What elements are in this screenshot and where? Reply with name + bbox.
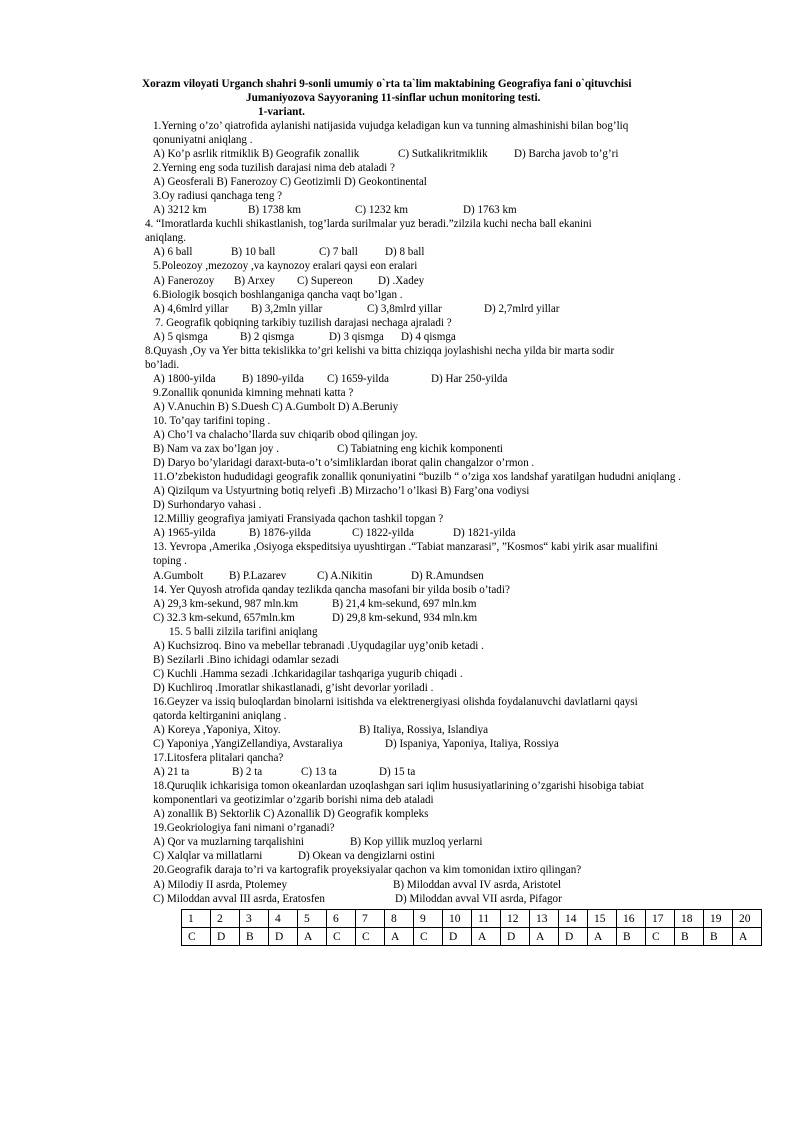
question-10-option-d: D) Daryo bo’ylaridagi daraxt-buta-o’t o’simliklardan iborat qalin changalzor o’rmon . — [153, 457, 535, 470]
option-d: D) 29,8 km-sekund, 934 mln.km — [332, 611, 478, 624]
questions-body — [145, 119, 745, 906]
question-16-options-ab — [145, 723, 745, 737]
answer-number-cell: 18 — [675, 910, 704, 928]
question-17-text: 17.Litosfera plitalari qancha? — [153, 752, 284, 765]
option-b: B) 21,4 km-sekund, 697 mln.km — [332, 597, 477, 610]
answer-number-cell: 3 — [240, 910, 269, 928]
question-16-text: 16.Geyzer va issiq buloqlardan binolarni isitishda va elektrenergiyasi olishda foydalanuvchi davlatlarni qaysi — [153, 695, 638, 708]
option-d: D) 15 ta — [379, 766, 416, 779]
answer-number-cell: 19 — [704, 910, 733, 928]
option-b: B) Arxey — [234, 274, 275, 287]
option-d: D) .Xadey — [378, 274, 425, 287]
answer-key-cell: B — [675, 928, 704, 946]
option-c: C) Sutkalikritmiklik — [398, 148, 488, 161]
option-b: B) 1890-yilda — [242, 372, 304, 385]
question-20-text: 20.Geografik daraja to’ri va kartografik proyeksiyalar qachon va kim tomonidan ixtiro qilingan? — [153, 864, 582, 877]
answer-key-cell: C — [356, 928, 385, 946]
question-19-options-cd — [145, 849, 745, 863]
question-15-option-a: A) Kuchsizroq. Bino va mebellar tebranadi .Uyqudagilar uyg’onib ketadi . — [153, 639, 484, 652]
question-13-options — [145, 569, 745, 583]
option-b: B) Kop yillik muzloq yerlarni — [350, 836, 483, 849]
header-variant-line: 1-variant. — [258, 106, 305, 118]
option-a: A) 5 qismga — [153, 330, 208, 343]
answer-number-cell: 16 — [617, 910, 646, 928]
question-19-text: 19.Geokriologiya fani nimani o’rganadi? — [153, 822, 335, 835]
question-20-options-ab — [145, 878, 745, 892]
option-c: C) 1232 km — [355, 204, 409, 217]
header-school-line: Xorazm viloyati Urganch shahri 9-sonli umumiy o`rta ta`lim maktabining Geografiya fani o`qituvchisi — [142, 78, 632, 90]
option-c: C) Supereon — [297, 274, 353, 287]
answer-key-cell: C — [414, 928, 443, 946]
option-b: B) 1876-yilda — [249, 527, 311, 540]
question-14-text: 14. Yer Quyosh atrofida qanday tezlikda qancha masofani bir yilda bosib o’tadi? — [153, 583, 510, 596]
answer-key-cell: B — [617, 928, 646, 946]
option-b: B) 3,2mln yillar — [251, 302, 323, 315]
question-4-text: 4. “Imoratlarda kuchli shikastlanish, tog’larda surilmalar yuz beradi.”zilzila kuchi necha ball ekanini — [145, 218, 592, 231]
question-14-options-ab — [145, 597, 745, 611]
question-3-options — [145, 203, 745, 217]
option-a: A) 6 ball — [153, 246, 193, 259]
answer-key-cell: C — [182, 928, 211, 946]
option-c: C) 1822-yilda — [352, 527, 414, 540]
question-6-text: 6.Biologik bosqich boshlanganiga qancha vaqt bo’lgan . — [153, 288, 403, 301]
answer-key-cell: A — [588, 928, 617, 946]
option-a: A) 21 ta — [153, 766, 190, 779]
question-16-options-cd — [145, 737, 745, 751]
answer-number-cell: 17 — [646, 910, 675, 928]
option-a: A) Ko’p asrlik ritmiklik — [153, 148, 260, 161]
option-d: D) Miloddan avval VII asrda, Pifagor — [395, 892, 562, 905]
question-3-text: 3.Oy radiusi qanchaga teng ? — [153, 190, 283, 203]
option-c: C) 3,8mlrd yillar — [367, 302, 442, 315]
question-11-text: 11.O’zbekiston hududidagi geografik zonallik qonuniyatini “buzilb “ o’ziga xos landshaf yaratilgan hududni aniqlang . — [153, 471, 681, 484]
option-a: A) Milodiy II asrda, Ptolemey — [153, 878, 288, 891]
option-c: C) Yaponiya ,YangiZellandiya, Avstaraliya — [153, 738, 343, 751]
option-c: C) Xalqlar va millatlarni — [153, 850, 263, 863]
header-teacher-line: Jumaniyozova Sayyoraning 11-sinflar uchun monitoring testi. — [246, 92, 541, 104]
question-18-options: A) zonallik B) Sektorlik C) Azonallik D) Geografik kompleks — [153, 808, 429, 821]
answer-key-cell: A — [298, 928, 327, 946]
question-1-text-cont: qonuniyatni aniqlang . — [153, 134, 253, 147]
question-5-text: 5.Poleozoy ,mezozoy ,va kaynozoy eralari qaysi eon eralari — [153, 260, 418, 273]
option-b: B) P.Lazarev — [229, 569, 287, 582]
option-d: D) Barcha javob to’g’ri — [514, 148, 619, 161]
answer-number-cell: 6 — [327, 910, 356, 928]
answer-key-cell: C — [646, 928, 675, 946]
option-c: C) A.Nikitin — [317, 569, 373, 582]
question-16-text-cont: qatorda keltirganini aniqlang . — [153, 709, 287, 722]
question-19-options-ab — [145, 835, 745, 849]
answer-key-cell: A — [472, 928, 501, 946]
answer-number-cell: 7 — [356, 910, 385, 928]
option-d: D) Har 250-yilda — [431, 372, 508, 385]
question-15-option-b: B) Sezilarli .Bino ichidagi odamlar sezadi — [153, 653, 340, 666]
question-5-options — [145, 274, 745, 288]
answer-key-cell: B — [704, 928, 733, 946]
answer-key-numbers-row — [182, 910, 762, 928]
option-a: A) Qor va muzlarning tarqalishini — [153, 836, 304, 849]
option-c: D) 3 qismga — [329, 330, 384, 343]
question-7-options — [145, 330, 745, 344]
answer-number-cell: 14 — [559, 910, 588, 928]
option-d: D) Ispaniya, Yaponiya, Italiya, Rossiya — [385, 738, 559, 751]
answer-number-cell: 2 — [211, 910, 240, 928]
answer-key-cell: D — [501, 928, 530, 946]
question-14-options-cd — [145, 611, 745, 625]
option-b: B) 2 qismga — [240, 330, 295, 343]
question-4-text-cont: aniqlang. — [145, 232, 186, 245]
question-18-text: 18.Quruqlik ichkarisiga tomon okeanlardan uzoqlashgan sari iqlim hususiyatlarining o’zgarishi hisobiga tabiat — [153, 780, 644, 793]
question-11-options: A) Qizilqum va Ustyurtning botiq relyefi .B) Mirzacho’l o’lkasi B) Farg’ona vodiysi — [153, 485, 530, 498]
answer-number-cell: 13 — [530, 910, 559, 928]
question-9-options: A) V.Anuchin B) S.Duesh C) A.Gumbolt D) A.Beruniy — [153, 400, 399, 413]
option-d: D) 4 qismga — [401, 330, 456, 343]
option-b: B) Geografik zonallik — [262, 148, 360, 161]
question-12-options — [145, 526, 745, 540]
option-c: C) 32.3 km-sekund, 657mln.km — [153, 611, 295, 624]
option-a: A) 1965-yilda — [153, 527, 216, 540]
option-c: C) 7 ball — [319, 246, 358, 259]
question-1-text: 1.Yerning o’zo’ qiatrofida aylanishi natijasida vujudga keladigan kun va tunning almashinishi bilan bog’liq — [153, 120, 629, 132]
answer-key-letters-row — [182, 928, 762, 946]
option-a: A) 29,3 km-sekund, 987 mln.km — [153, 597, 299, 610]
option-a: A.Gumbolt — [153, 569, 204, 582]
answer-key-cell: D — [443, 928, 472, 946]
option-a: A) Fanerozoy — [153, 274, 215, 287]
answer-number-cell: 1 — [182, 910, 211, 928]
answer-number-cell: 8 — [385, 910, 414, 928]
option-b: B) 1738 km — [248, 204, 302, 217]
question-4-options — [145, 245, 745, 259]
question-15-text: 15. 5 balli zilzila tarifini aniqlang — [169, 625, 318, 638]
question-7-text: 7. Geografik qobiqning tarkibiy tuzilish darajasi nechaga ajraladi ? — [155, 316, 452, 329]
question-15-option-d: D) Kuchliroq .Imoratlar shikastlanadi, g’isht devorlar yoriladi . — [153, 681, 434, 694]
answer-key-cell: C — [327, 928, 356, 946]
question-2-text: 2.Yerning eng soda tuzilish darajasi nima deb ataladi ? — [153, 162, 395, 175]
question-6-options — [145, 302, 745, 316]
answer-key-cell: A — [733, 928, 762, 946]
question-13-text: 13. Yevropa ,Amerika ,Osiyoga ekspeditsiya uyushtirgan .“Tabiat manzarasi”, ”Kosmos“ kabi yirik asar mualifini — [153, 541, 658, 554]
question-13-text-cont: toping . — [153, 555, 187, 568]
question-10-options-bc — [145, 442, 745, 456]
option-c: C) Tabiatning eng kichik komponenti — [337, 443, 504, 456]
answer-key-cell: D — [269, 928, 298, 946]
question-18-text-cont: komponentlari va geotizimlar o’zgarib borishi nima deb ataladi — [153, 794, 434, 807]
question-8-options — [145, 372, 745, 386]
question-20-options-cd — [145, 892, 745, 906]
answer-number-cell: 20 — [733, 910, 762, 928]
option-c: C) 1659-yilda — [327, 372, 389, 385]
option-a: A) 3212 km — [153, 204, 207, 217]
option-d: D) 1763 km — [463, 204, 517, 217]
answer-key-cell: A — [385, 928, 414, 946]
answer-number-cell: 5 — [298, 910, 327, 928]
question-8-text: 8.Quyash ,Oy va Yer bitta tekislikka to’gri kelishi va bitta chiziqqa joylashishi necha yilda bir marta sodir — [145, 344, 615, 357]
option-d: D) 8 ball — [385, 246, 425, 259]
option-b: B) Italiya, Rossiya, Islandiya — [359, 724, 489, 737]
option-b: B) Nam va zax bo’lgan joy . — [153, 443, 280, 456]
question-12-text: 12.Milliy geografiya jamiyati Fransiyada qachon tashkil topgan ? — [153, 513, 444, 526]
option-a: A) 4,6mlrd yillar — [153, 302, 229, 315]
option-c: C) 13 ta — [301, 766, 337, 779]
option-b: B) 2 ta — [232, 766, 263, 779]
answer-number-cell: 12 — [501, 910, 530, 928]
option-d: D) 1821-yilda — [453, 527, 516, 540]
answer-number-cell: 10 — [443, 910, 472, 928]
option-b: B) Miloddan avval IV asrda, Aristotel — [393, 878, 562, 891]
option-a: A) 1800-yilda — [153, 372, 216, 385]
question-10-text: 10. To’qay tarifini toping . — [153, 414, 271, 427]
option-d: D) Okean va dengizlarni ostini — [298, 850, 435, 863]
question-11-option-d: D) Surhondaryo vahasi . — [153, 499, 262, 512]
answer-key-table — [181, 909, 762, 946]
option-d: D) 2,7mlrd yillar — [484, 302, 560, 315]
question-17-options — [145, 765, 745, 779]
option-c: C) Miloddan avval III asrda, Eratosfen — [153, 892, 325, 905]
question-15-option-c: C) Kuchli .Hamma sezadi .Ichkaridagilar tashqariga yugurib chiqadi . — [153, 667, 463, 680]
answer-key-cell: D — [211, 928, 240, 946]
question-1-options — [145, 147, 745, 161]
question-9-text: 9.Zonallik qonunida kimning mehnati katta ? — [153, 386, 354, 399]
answer-key-cell: A — [530, 928, 559, 946]
question-10-option-a: A) Cho’l va chalacho’llarda suv chiqarib obod qilingan joy. — [153, 429, 418, 442]
answer-number-cell: 9 — [414, 910, 443, 928]
answer-number-cell: 15 — [588, 910, 617, 928]
option-b: B) 10 ball — [231, 246, 276, 259]
question-2-options: A) Geosferali B) Fanerozoy C) Geotizimli D) Geokontinental — [153, 176, 427, 189]
answer-key-cell: D — [559, 928, 588, 946]
answer-number-cell: 11 — [472, 910, 501, 928]
answer-number-cell: 4 — [269, 910, 298, 928]
option-d: D) R.Amundsen — [411, 569, 484, 582]
option-a: A) Koreya ,Yaponiya, Xitoy. — [153, 724, 281, 737]
answer-key-cell: B — [240, 928, 269, 946]
question-8-text-cont: bo’ladi. — [145, 358, 180, 371]
